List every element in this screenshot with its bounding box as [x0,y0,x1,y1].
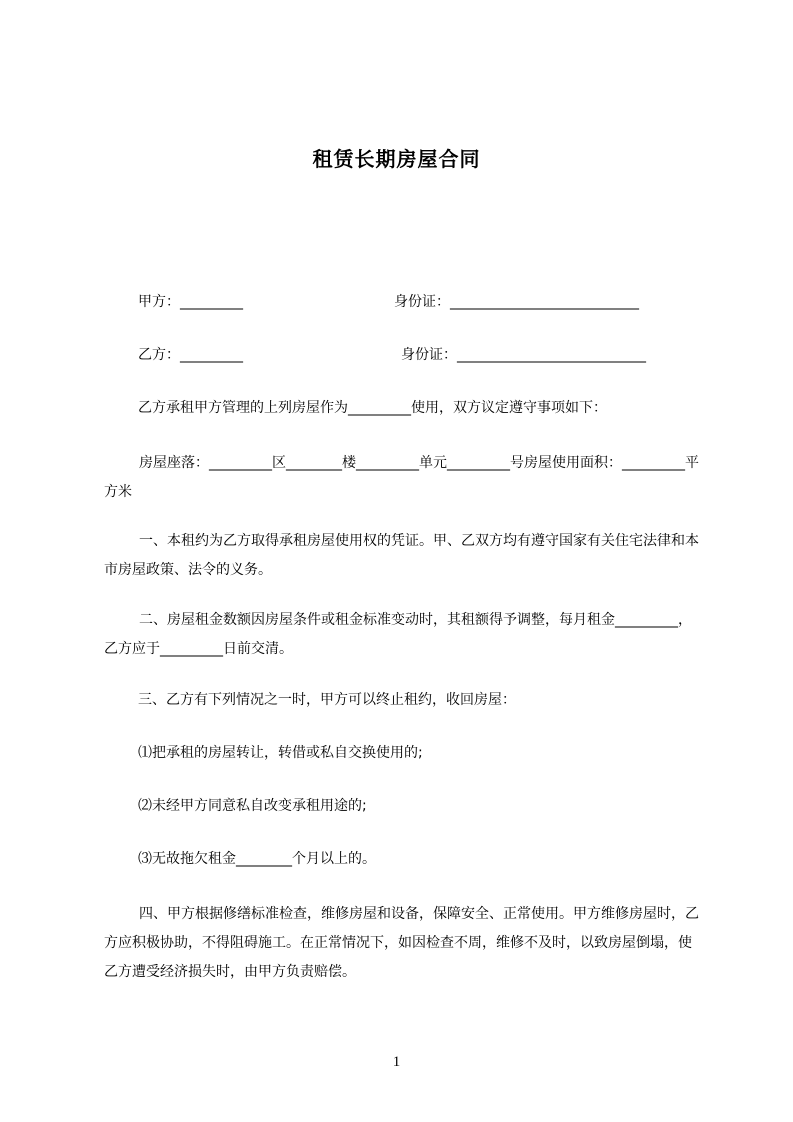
clause-3-item-3: ⑶无故拖欠租金________个月以上的。 [138,851,376,867]
party-b-field: 乙方：_________ [138,347,243,363]
clause-3-item-2: ⑵未经甲方同意私自改变承租用途的; [138,798,367,814]
clause-2: 二、房屋租金数额因房屋条件或租金标准变动时，其租额得予调整，每月租金_________，乙方应于_________日前交清。 [104,612,692,657]
party-b-id-field: 身份证：___________________________ [401,347,646,363]
location-paragraph: 房屋座落：_________区________楼_________单元_________号房屋使用面积：_________平方米 [104,455,699,500]
clause-4: 四、甲方根据修缮标准检查，维修房屋和设备，保障安全、正常使用。甲方维修房屋时，乙方应积极协助，不得阻碍施工。在正常情况下，如因检查不周，维修不及时，以致房屋倒塌，使乙方遭受经济损失时，由甲方负责赔偿。 [104,906,699,980]
page-number: 1 [392,1054,401,1070]
intro-paragraph: 乙方承租甲方管理的上列房屋作为_________使用，双方议定遵守事项如下： [138,400,607,416]
clause-3-item-1: ⑴把承租的房屋转让，转借或私自交换使用的; [138,745,423,761]
document-title: 租赁长期房屋合同 [312,147,481,171]
clause-1: 一、本租约为乙方取得承租房屋使用权的凭证。甲、乙双方均有遵守国家有关住宅法律和本市房屋政策、法令的义务。 [104,533,699,578]
clause-3: 三、乙方有下列情况之一时，甲方可以终止租约，收回房屋： [138,692,516,708]
party-a-id-field: 身份证：___________________________ [394,294,639,310]
party-a-field: 甲方：_________ [138,294,243,310]
